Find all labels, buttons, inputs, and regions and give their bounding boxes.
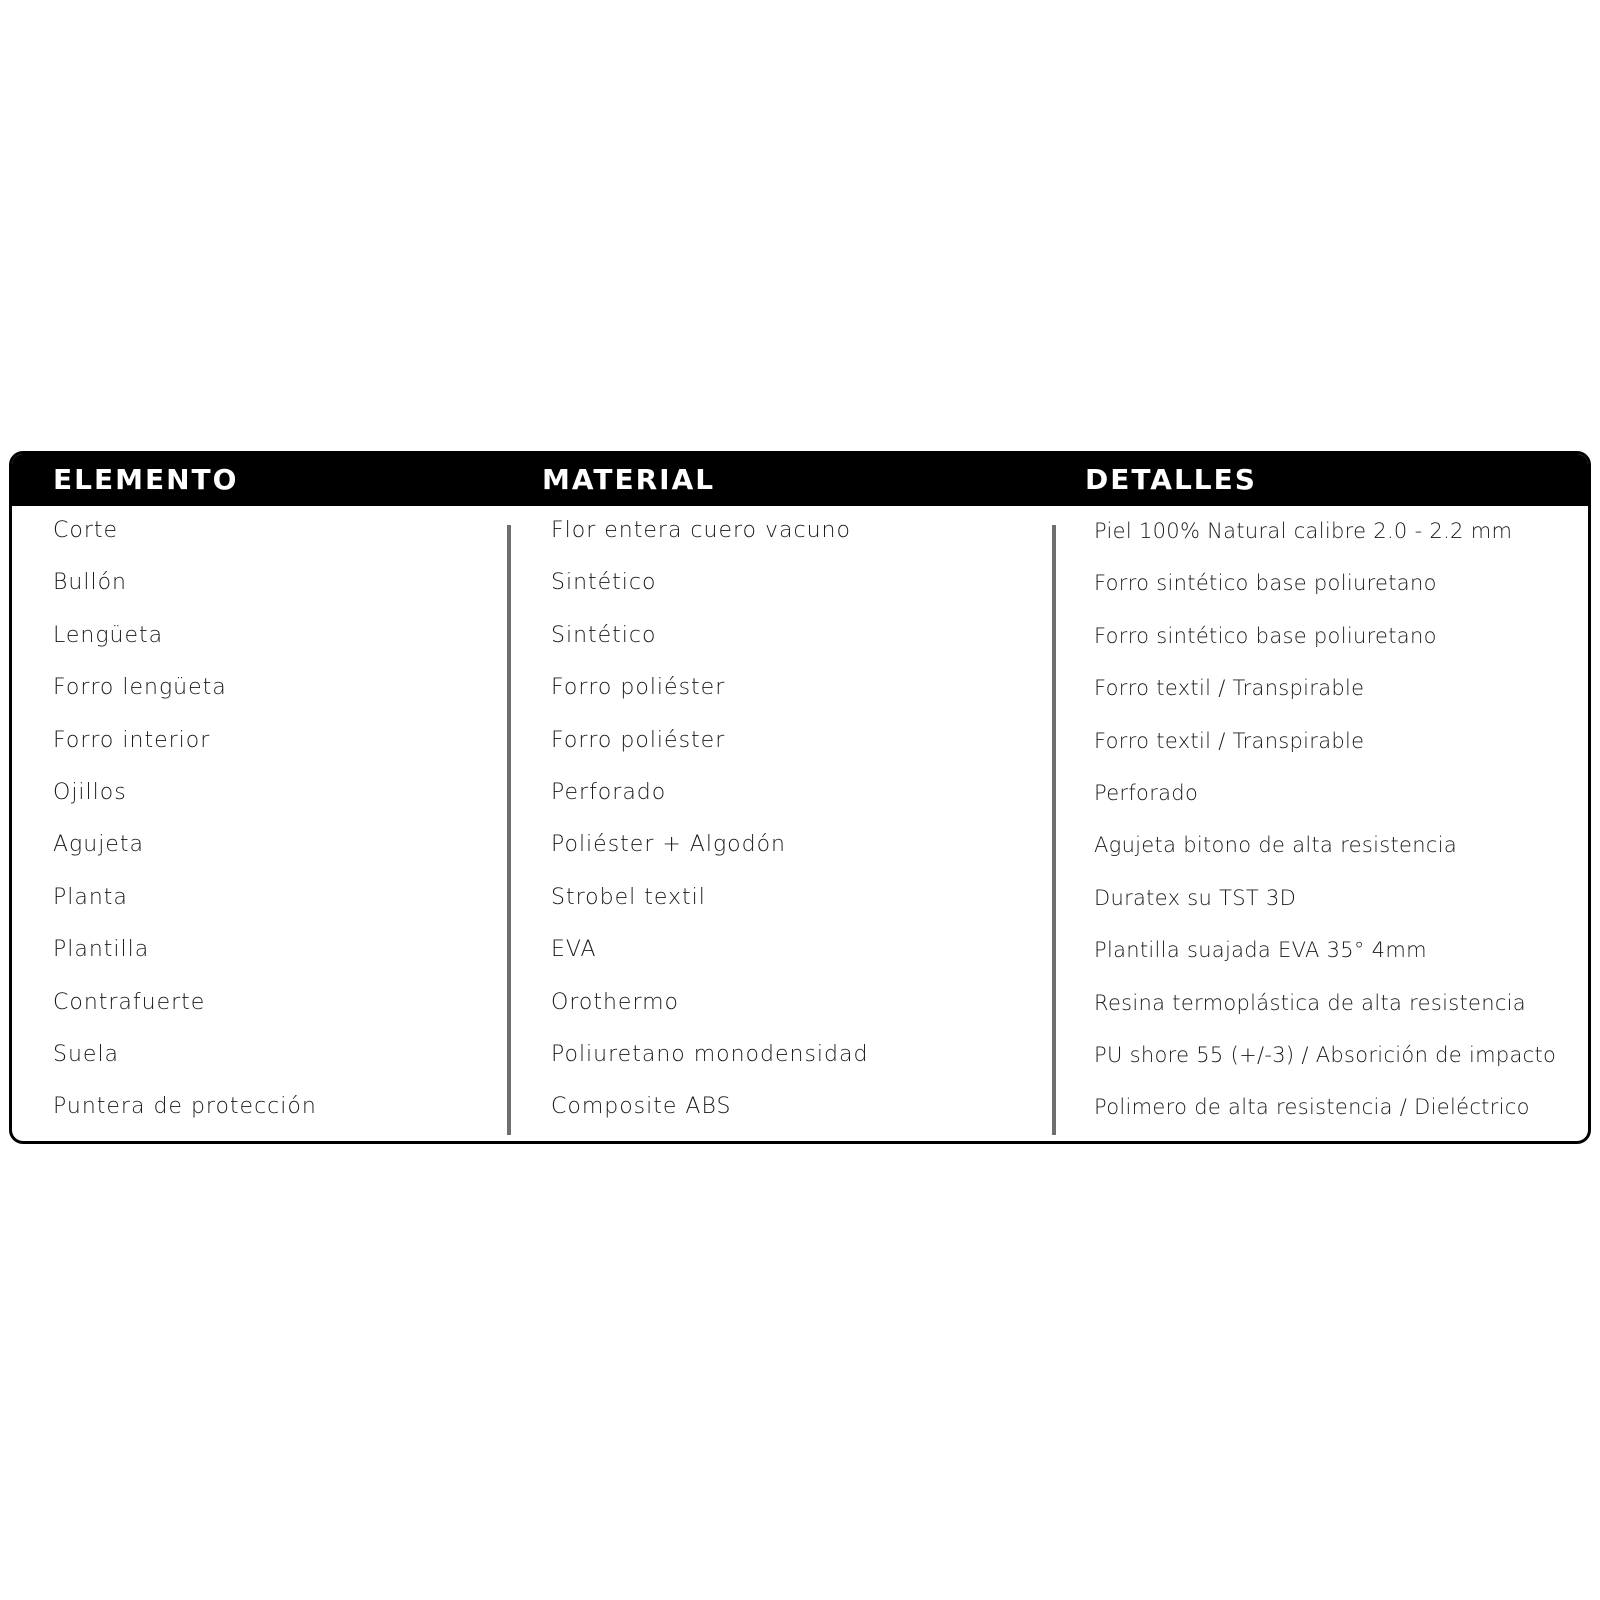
material-cell: EVA [551, 937, 597, 963]
detail-cell: Agujeta bitono de alta resistencia [1094, 833, 1458, 858]
table-row [12, 622, 1588, 674]
table-row [12, 1093, 1588, 1144]
element-cell: Contrafuerte [53, 989, 206, 1015]
material-cell: Poliuretano monodensidad [551, 1041, 869, 1067]
table-row [12, 884, 1588, 936]
table-row [12, 517, 1588, 569]
material-cell: Composite ABS [551, 1094, 732, 1120]
table-body [12, 517, 1588, 1144]
header-elemento: ELEMENTO [53, 463, 239, 496]
detail-cell: Perforado [1094, 780, 1199, 805]
material-cell: Flor entera cuero vacuno [551, 518, 851, 543]
table-row [12, 779, 1588, 831]
detail-cell: PU shore 55 (+/-3) / Absorición de impacto [1094, 1042, 1557, 1067]
material-cell: Poliéster + Algodón [551, 832, 786, 858]
spec-table [9, 451, 1591, 1144]
detail-cell: Piel 100% Natural calibre 2.0 - 2.2 mm [1094, 519, 1513, 543]
header-material: MATERIAL [542, 463, 716, 496]
material-cell: Forro poliéster [551, 675, 726, 701]
material-cell: Sintético [551, 622, 657, 648]
table-row [12, 727, 1588, 779]
element-cell: Lengüeta [53, 622, 164, 648]
detail-cell: Resina termoplástica de alta resistencia [1094, 990, 1526, 1015]
element-cell: Planta [53, 884, 128, 910]
table-row [12, 936, 1588, 988]
detail-cell: Plantilla suajada EVA 35° 4mm [1094, 938, 1427, 963]
material-cell: Forro poliéster [551, 727, 726, 753]
element-cell: Agujeta [53, 832, 144, 858]
element-cell: Corte [53, 518, 119, 543]
table-row [12, 1041, 1588, 1093]
element-cell: Bullón [53, 570, 127, 596]
material-cell: Sintético [551, 570, 657, 596]
detail-cell: Duratex su TST 3D [1094, 885, 1297, 910]
header-detalles: DETALLES [1085, 463, 1257, 496]
table-header [12, 454, 1588, 506]
table-row [12, 989, 1588, 1041]
element-cell: Forro lengüeta [53, 675, 227, 701]
table-row [12, 674, 1588, 726]
detail-cell: Forro sintético base poliuretano [1094, 571, 1437, 596]
detail-cell: Forro sintético base poliuretano [1094, 623, 1437, 648]
material-cell: Perforado [551, 779, 667, 805]
table-row [12, 569, 1588, 621]
material-cell: Orothermo [551, 989, 679, 1015]
element-cell: Ojillos [53, 779, 127, 805]
table-row [12, 831, 1588, 883]
element-cell: Puntera de protección [53, 1094, 317, 1120]
detail-cell: Polimero de alta resistencia / Dieléctrico [1094, 1095, 1530, 1120]
detail-cell: Forro textil / Transpirable [1094, 676, 1365, 701]
element-cell: Forro interior [53, 727, 211, 753]
material-cell: Strobel textil [551, 884, 706, 910]
detail-cell: Forro textil / Transpirable [1094, 728, 1365, 753]
element-cell: Plantilla [53, 937, 150, 963]
element-cell: Suela [53, 1041, 120, 1067]
